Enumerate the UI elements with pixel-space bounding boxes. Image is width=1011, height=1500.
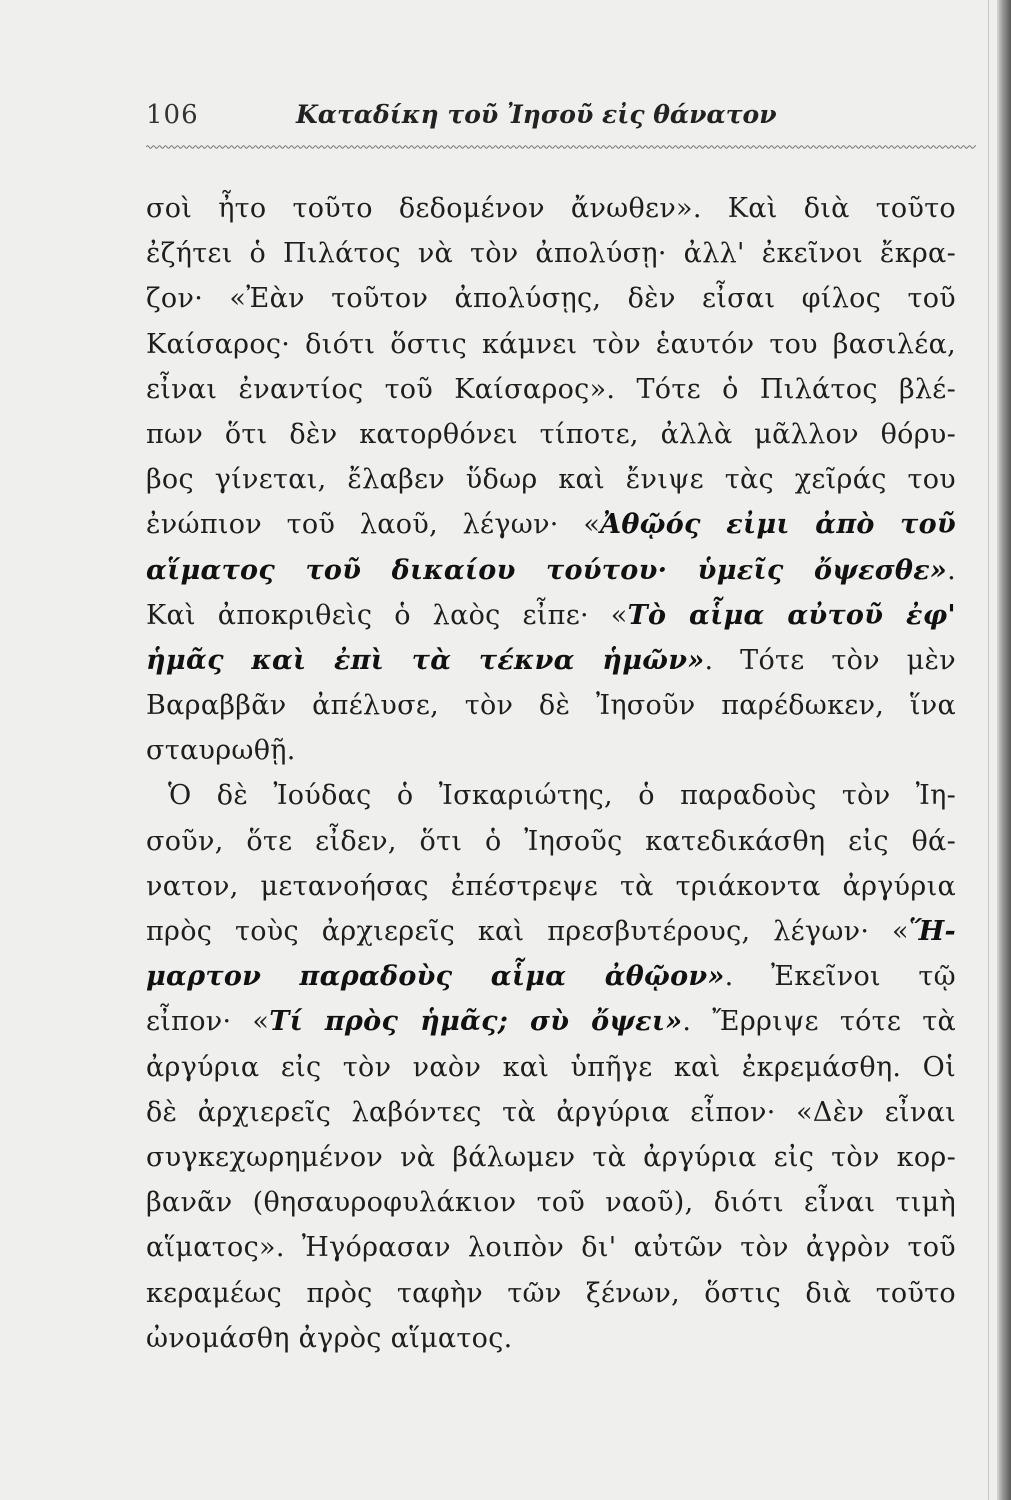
- emphasized-quote: αἵματος τοῦ δικαίου τούτου· ὑμεῖς ὄψεσθε»: [146, 554, 948, 586]
- text-line: [146, 1271, 956, 1316]
- text-run: σοῦν, ὅτε εἶδεν, ὅτι ὁ Ἰησοῦς κατεδικάσθη εἰς θά-: [146, 825, 956, 857]
- page-number: 106: [146, 100, 199, 130]
- text-run: συγκεχωρημένον νὰ βάλωμεν τὰ ἀργύρια εἰς τὸν κορ-: [146, 1141, 956, 1173]
- text-line: [146, 1180, 956, 1225]
- text-run: εἶπον· «: [146, 1006, 270, 1038]
- text-run: δὲ ἀρχιερεῖς λαβόντες τὰ ἀργύρια εἶπον· «Δὲν εἶναι: [146, 1096, 956, 1128]
- text-run: σοὶ ἦτο τοῦτο δεδομένον ἄνωθεν». Καὶ διὰ τοῦτο: [146, 193, 956, 224]
- emphasized-quote: Ἥ-: [908, 916, 956, 947]
- text-line: [146, 1090, 956, 1135]
- text-run: κεραμέως πρὸς ταφὴν τῶν ξένων, ὅστις διὰ τοῦτο: [146, 1277, 956, 1309]
- text-line: [146, 457, 956, 502]
- running-title: Καταδίκη τοῦ Ἰησοῦ εἰς θάνατον: [296, 100, 777, 129]
- text-run: πων ὅτι δὲν κατορθόνει τίποτε, ἀλλὰ μᾶλλον θόρυ-: [146, 418, 956, 450]
- text-line: [146, 412, 956, 457]
- text-line: [146, 638, 956, 683]
- text-line: [146, 593, 956, 638]
- text-line: [146, 276, 956, 321]
- text-run: βος γίνεται, ἔλαβεν ὕδωρ καὶ ἔνιψε τὰς χεῖράς του: [146, 464, 956, 496]
- text-run: Καίσαρος· διότι ὅστις κάμνει τὸν ἑαυτόν του βασιλέα,: [146, 328, 956, 360]
- emphasized-quote: μαρτον παραδοὺς αἷμα ἀθῷον»: [146, 961, 725, 993]
- text-line: [146, 728, 956, 773]
- book-spine-shadow: [997, 0, 1011, 1500]
- text-line: [146, 683, 956, 728]
- text-run: αἵματος». Ἠγόρασαν λοιπὸν δι' αὐτῶν τὸν ἀγρὸν τοῦ: [146, 1232, 956, 1264]
- text-run: εἶναι ἐναντίος τοῦ Καίσαρος». Τότε ὁ Πιλάτος βλέ-: [146, 373, 956, 405]
- text-run: ὠνομάσθη ἀγρὸς αἵματος.: [146, 1322, 513, 1354]
- text-run: ἐνώπιον τοῦ λαοῦ, λέγων· «: [146, 509, 601, 541]
- text-run: Ὁ δὲ Ἰούδας ὁ Ἰσκαριώτης, ὁ παραδοὺς τὸν Ἰη-: [168, 780, 956, 812]
- text-run: νατον, μετανοήσας ἐπέστρεψε τὰ τριάκοντα ἀργύρια: [146, 870, 956, 902]
- text-line: [146, 909, 956, 954]
- text-line: [146, 1225, 956, 1270]
- text-line: [146, 548, 956, 593]
- text-run: Βαραββᾶν ἀπέλυσε, τὸν δὲ Ἰησοῦν παρέδωκεν, ἵνα: [146, 690, 956, 722]
- text-line: [146, 186, 956, 231]
- text-run: Καὶ ἀποκριθεὶς ὁ λαὸς εἶπε· «: [146, 599, 628, 631]
- text-line: [146, 322, 956, 367]
- text-line: [146, 502, 956, 547]
- header-wavy-rule: [146, 144, 976, 150]
- text-run: πρὸς τοὺς ἀρχιερεῖς καὶ πρεσβυτέρους, λέγων· «: [146, 916, 909, 947]
- text-run: σταυρωθῇ.: [146, 735, 296, 767]
- body-text: [146, 186, 956, 1361]
- text-run: .: [947, 554, 956, 586]
- text-line: [146, 1135, 956, 1180]
- text-run: ἐζήτει ὁ Πιλάτος νὰ τὸν ἀπολύσῃ· ἀλλ' ἐκεῖνοι ἔκρα-: [146, 238, 956, 270]
- text-run: . Ἐκεῖνοι τῷ: [724, 961, 956, 993]
- text-line: [146, 231, 956, 276]
- text-line: [146, 819, 956, 864]
- text-line: [146, 1316, 956, 1361]
- text-run: βανᾶν (θησαυροφυλάκιον τοῦ ναοῦ), διότι εἶναι τιμὴ: [146, 1187, 956, 1219]
- emphasized-quote: ἡμᾶς καὶ ἐπὶ τὰ τέκνα ἡμῶν»: [146, 644, 705, 676]
- emphasized-quote: Τὸ αἷμα αὐτοῦ ἐφ': [627, 599, 956, 631]
- text-line: [146, 367, 956, 412]
- text-run: ζον· «Ἐὰν τοῦτον ἀπολύσῃς, δὲν εἶσαι φίλος τοῦ: [146, 283, 956, 315]
- text-run: ἀργύρια εἰς τὸν ναὸν καὶ ὑπῆγε καὶ ἐκρεμάσθη. Οἱ: [146, 1051, 956, 1083]
- page-gutter-line: [988, 0, 989, 1500]
- page-header: [146, 100, 986, 144]
- text-run: . Ἔρριψε τότε τὰ: [682, 1006, 956, 1038]
- text-line: [146, 954, 956, 999]
- text-run: . Τότε τὸν μὲν: [704, 644, 956, 676]
- emphasized-quote: Ἀθῷός εἰμι ἀπὸ τοῦ: [600, 509, 956, 541]
- text-line: [146, 1045, 956, 1090]
- text-line: [146, 999, 956, 1044]
- emphasized-quote: Τί πρὸς ἡμᾶς; σὺ ὄψει»: [269, 1006, 683, 1038]
- text-line: [146, 864, 956, 909]
- text-line: [146, 773, 956, 818]
